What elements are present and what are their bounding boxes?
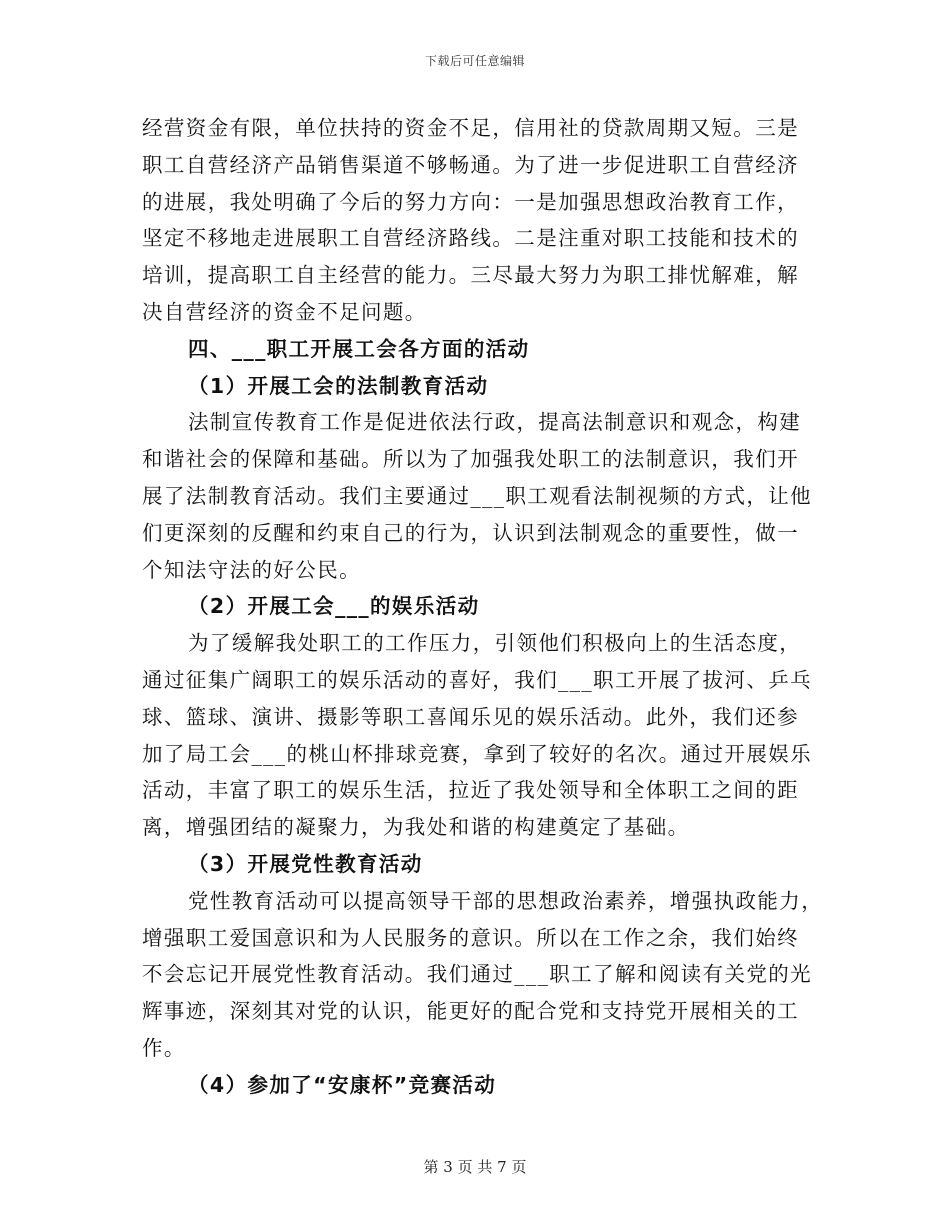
page-number: 第 3 页 共 7 页 bbox=[423, 1158, 527, 1176]
text-line: 和谐社会的保障和基础。所以为了加强我处职工的法制意识，我们开 bbox=[142, 447, 799, 472]
text-line: 活动，丰富了职工的娱乐生活，拉近了我处领导和全体职工之间的距 bbox=[142, 778, 799, 803]
text-line: 们更深刻的反醒和约束自己的行为，认识到法制观念的重要性，做一 bbox=[142, 520, 799, 545]
text-line: 法制宣传教育工作是促进依法行政，提高法制意识和观念，构建 bbox=[188, 410, 802, 435]
section-heading: （3）开展党性教育活动 bbox=[188, 851, 423, 876]
header-note: 下载后可任意编辑 bbox=[424, 54, 525, 68]
text-line: 加了局工会___的桃山杯排球竞赛，拿到了较好的名次。通过开展娱乐 bbox=[142, 741, 813, 766]
text-line: 坚定不移地走进展职工自营经济路线。二是注重对职工技能和技术的 bbox=[142, 226, 799, 251]
text-line: 经营资金有限，单位扶持的资金不足，信用社的贷款周期又短。三是 bbox=[142, 116, 799, 140]
text-line: 培训，提高职工自主经营的能力。三尽最大努力为职工排忧解难，解 bbox=[142, 263, 799, 288]
text-line: 球、篮球、演讲、摄影等职工喜闻乐见的娱乐活动。此外，我们还参 bbox=[142, 704, 799, 729]
section-heading: （2）开展工会___的娱乐活动 bbox=[188, 594, 480, 619]
text-line: 个知法守法的好公民。 bbox=[142, 557, 361, 582]
text-line: 的进展，我处明确了今后的努力方向：一是加强思想政治教育工作， bbox=[142, 189, 799, 214]
section-heading: （4）参加了“安康杯”竞赛活动 bbox=[188, 1072, 497, 1097]
text-line: 作。 bbox=[142, 1035, 186, 1060]
text-line: 离，增强团结的凝聚力，为我处和谐的构建奠定了基础。 bbox=[142, 815, 690, 840]
section-heading: （1）开展工会的法制教育活动 bbox=[188, 373, 489, 398]
section-heading: 四、___职工开展工会各方面的活动 bbox=[188, 336, 530, 361]
text-line: 职工自营经济产品销售渠道不够畅通。为了进一步促进职工自营经济 bbox=[142, 152, 799, 177]
body-text bbox=[142, 110, 824, 1104]
text-line: 不会忘记开展党性教育活动。我们通过___职工了解和阅读有关党的光 bbox=[142, 962, 813, 987]
text-line: 增强职工爱国意识和为人民服务的意识。所以在工作之余，我们始终 bbox=[142, 925, 799, 950]
text-line: 通过征集广阔职工的娱乐活动的喜好，我们___职工开展了拔河、乒乓 bbox=[142, 667, 813, 692]
text-line: 党性教育活动可以提高领导干部的思想政治素养，增强执政能力， bbox=[188, 888, 824, 913]
text-line: 为了缓解我处职工的工作压力，引领他们积极向上的生活态度， bbox=[188, 631, 802, 656]
text-line: 辉事迹，深刻其对党的认识，能更好的配合党和支持党开展相关的工 bbox=[142, 999, 799, 1024]
text-line: 决自营经济的资金不足问题。 bbox=[142, 299, 427, 324]
text-line: 展了法制教育活动。我们主要通过___职工观看法制视频的方式，让他 bbox=[142, 483, 813, 508]
